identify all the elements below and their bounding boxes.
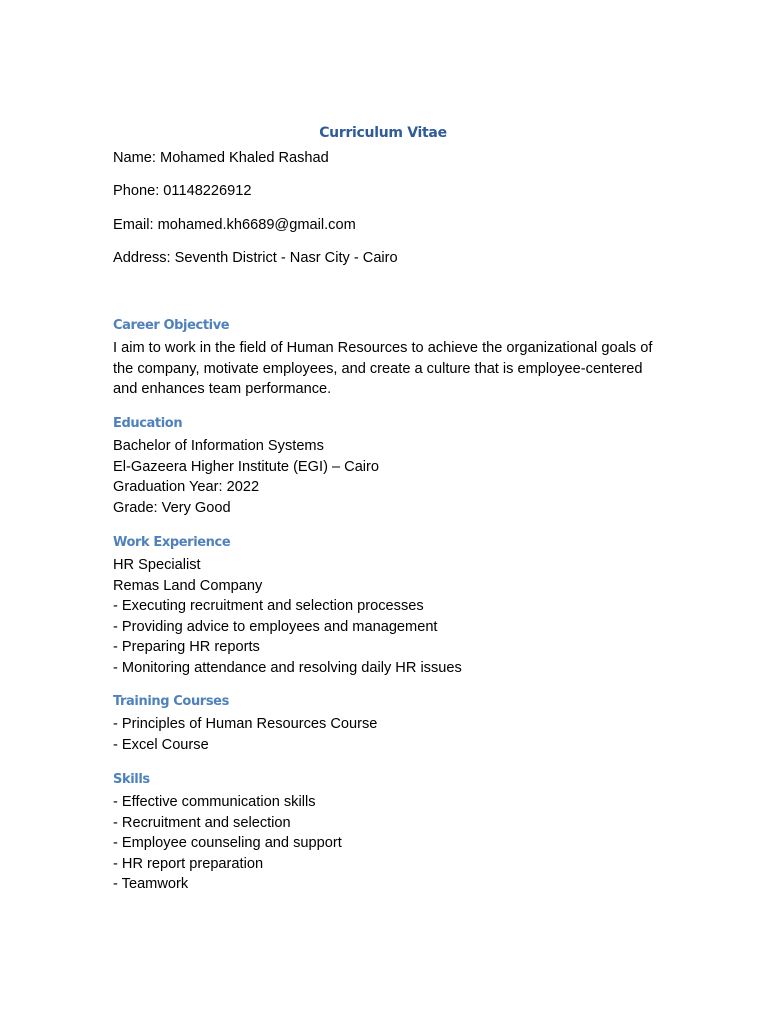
contact-phone: Phone: 01148226912	[113, 183, 252, 199]
work-experience-heading: Work Experience	[113, 535, 231, 550]
work-experience-line: - Executing recruitment and selection processes	[113, 598, 424, 614]
work-experience-list	[113, 555, 462, 678]
training-courses-heading: Training Courses	[113, 694, 229, 709]
skill-line: - Recruitment and selection	[113, 814, 291, 831]
work-experience-line: - Providing advice to employees and management	[113, 618, 438, 635]
work-experience-line: - Preparing HR reports	[113, 639, 260, 655]
skill-line: - HR report preparation	[113, 855, 264, 872]
education-list	[113, 436, 379, 518]
career-objective-heading: Career Objective	[113, 318, 230, 333]
work-experience-line: HR Specialist	[113, 557, 201, 573]
work-experience-line: - Monitoring attendance and resolving daily HR issues	[113, 659, 462, 676]
skill-line: - Employee counseling and support	[113, 835, 342, 851]
skill-line: - Teamwork	[113, 876, 189, 892]
education-heading: Education	[113, 416, 183, 431]
document-title: Curriculum Vitae	[319, 125, 447, 141]
education-line: Grade: Very Good	[113, 499, 231, 516]
career-objective-text: I aim to work in the field of Human Resources to achieve the organizational goals of the company, motivate employees, and create a culture that is employee-centered and enhances team performance.	[113, 340, 653, 397]
education-line: El-Gazeera Higher Institute (EGI) – Cairo	[113, 458, 380, 475]
contact-email: Email: mohamed.kh6689@gmail.com	[113, 217, 356, 233]
training-course-line: - Excel Course	[113, 736, 209, 753]
contact-name: Name: Mohamed Khaled Rashad	[113, 150, 329, 166]
skills-list	[113, 792, 342, 895]
contact-address: Address: Seventh District - Nasr City - Cairo	[113, 250, 398, 266]
skill-line: - Effective communication skills	[113, 794, 316, 810]
education-line: Graduation Year: 2022	[113, 479, 260, 495]
training-courses-list	[113, 714, 377, 755]
work-experience-line: Remas Land Company	[113, 577, 263, 594]
education-line: Bachelor of Information Systems	[113, 438, 324, 454]
training-course-line: - Principles of Human Resources Course	[113, 716, 378, 732]
skills-heading: Skills	[113, 772, 150, 787]
